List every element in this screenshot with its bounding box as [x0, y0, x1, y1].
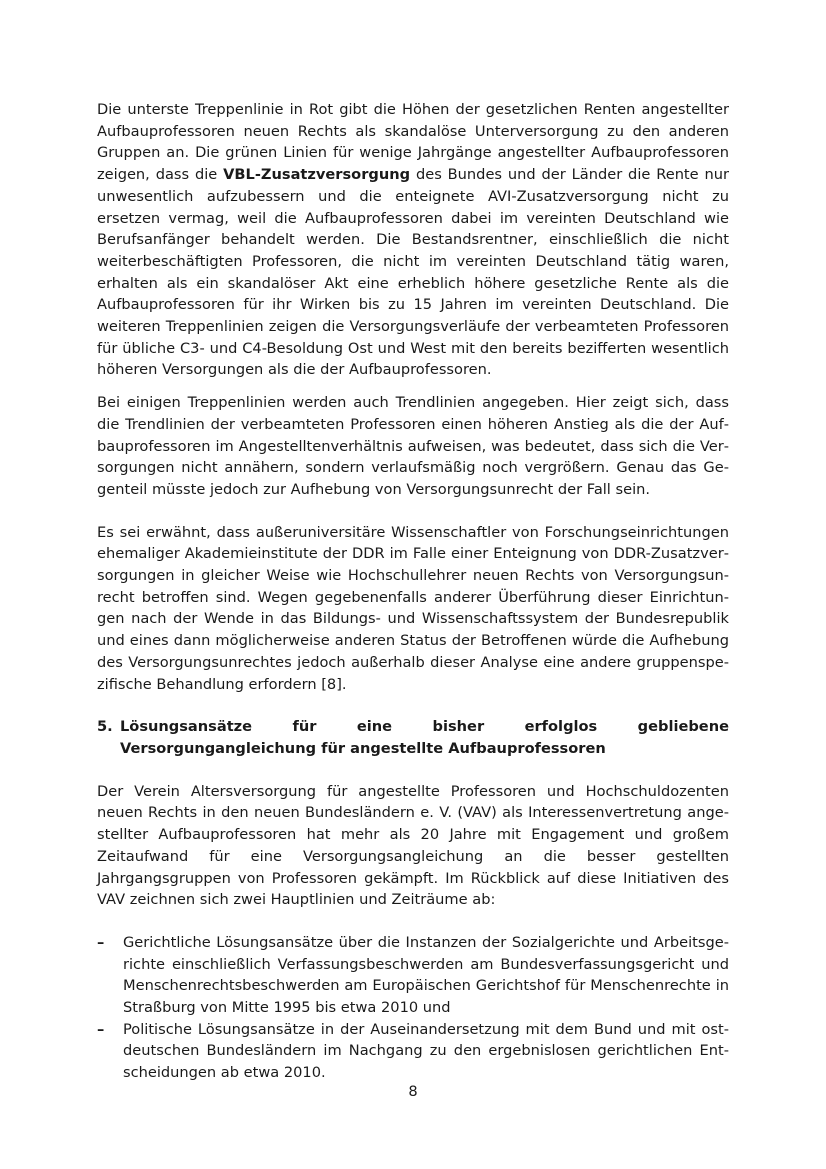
- page-number: 8: [408, 1083, 418, 1100]
- paragraph-treppenlinien: [97, 99, 729, 381]
- list-item-text: Politische Lösungsansätze in der Auseinandersetzung mit dem Bund und mit ostdeutschen Bundesländern im Nachgang zu den ergebnislosen gerichtlichen Entscheidungen ab etwa 2010.: [123, 1020, 729, 1082]
- paragraph-text: Die unterste Treppenlinie in Rot gibt die Höhen der gesetzlichen Renten angestellter Aufbauprofessoren neuen Rechts als skandalöse Unterversorgung zu den anderen Gruppen an. Die grünen Linien für wenige Jahrgänge angestellter Aufbauprofessoren zeigen, dass die: [97, 101, 729, 184]
- section-title: Lösungsansätze für eine bisher erfolglos gebliebene Versorgungangleichung für angestellte Aufbauprofessoren: [120, 718, 729, 757]
- paragraph-ausseruniversitaer: Es sei erwähnt, dass außeruniversitäre Wissenschaftler von Forschungseinrichtungen ehemaliger Akademieinstitute der DDR im Falle einer Enteignung von DDR-Zusatzversorgungen in gleicher Weise wie Hochschullehrer neuen Rechts von Versorgungsunrecht betroffen sind. Wegen gegebenenfalls anderer Überführung dieser Einrichtungen nach der Wende in das Bildungs- und Wissenschaftssystem der Bundesrepublik und eines dann möglicherweise anderen Status der Betroffenen würde die Aufhebung des Versorgungsunrechtes jedoch außerhalb dieser Analyse eine andere gruppenspezifische Behandlung erfordern [8].: [97, 523, 729, 693]
- list-item-text: Gerichtliche Lösungsansätze über die Instanzen der Sozialgerichte und Arbeitsgerichte einschließlich Verfassungsbeschwerden am Bundesverfassungsgericht und Menschenrechtsbeschwerden am Europäischen Gerichtshof für Menschenrechte in Straßburg von Mitte 1995 bis etwa 2010 und: [123, 933, 729, 1017]
- section-number: 5.: [97, 718, 113, 736]
- document-page: [97, 99, 729, 1084]
- section-heading: [97, 716, 729, 759]
- bold-term-vbl: VBL-Zusatzversorgung: [223, 166, 411, 184]
- dash-list: [97, 932, 729, 1084]
- list-item: [97, 932, 729, 1019]
- list-item: [97, 1019, 729, 1084]
- paragraph-text: des Bundes und der Länder die Rente nur unwesentlich aufzubessern und die enteignete AVI-Zusatzversorgung nicht zu ersetzen vermag, weil die Aufbauprofessoren dabei im vereinten Deutschland wie Berufsanfänger behandelt werden. Die Bestandsrentner, einschließlich die nicht weiterbeschäftigten Professoren, die nicht im vereinten Deutschland tätig waren, erhalten als ein skandalöser Akt eine erheblich höhere gesetzliche Rente als die Aufbauprofessoren für ihr Wirken bis zu 15 Jahren im vereinten Deutschland. Die weiteren Treppenlinien zeigen die Versorgungsverläufe der verbeamteten Professoren für übliche C3- und C4-Besoldung Ost und West mit den bereits bezifferten wesentlich höheren Versorgungen als die der Aufbauprofessoren.: [97, 166, 730, 379]
- list-dash-marker: –: [97, 1020, 105, 1038]
- list-dash-marker: –: [97, 933, 105, 951]
- paragraph-vav: Der Verein Altersversorgung für angestellte Professoren und Hochschuldozenten neuen Rechts in den neuen Bundesländern e. V. (VAV) als Interessenvertretung angestellter Aufbauprofessoren hat mehr als 20 Jahre mit Engagement und großem Zeitaufwand für eine Versorgungsangleichung an die besser gestellten Jahrgangsgruppen von Professoren gekämpft. Im Rückblick auf diese Initiativen des VAV zeichnen sich zwei Hauptlinien und Zeiträume ab:: [97, 782, 729, 909]
- paragraph-trendlinien: Bei einigen Treppenlinien werden auch Trendlinien angegeben. Hier zeigt sich, dass die Trendlinien der verbeamteten Professoren einen höheren Anstieg als die der Aufbauprofessoren im Angestelltenverhältnis aufweisen, was bedeutet, dass sich die Versorgungen nicht annähern, sondern verlaufsmäßig noch vergrößern. Genau das Gegenteil müsste jedoch zur Aufhebung von Versorgungsunrecht der Fall sein.: [97, 394, 729, 498]
